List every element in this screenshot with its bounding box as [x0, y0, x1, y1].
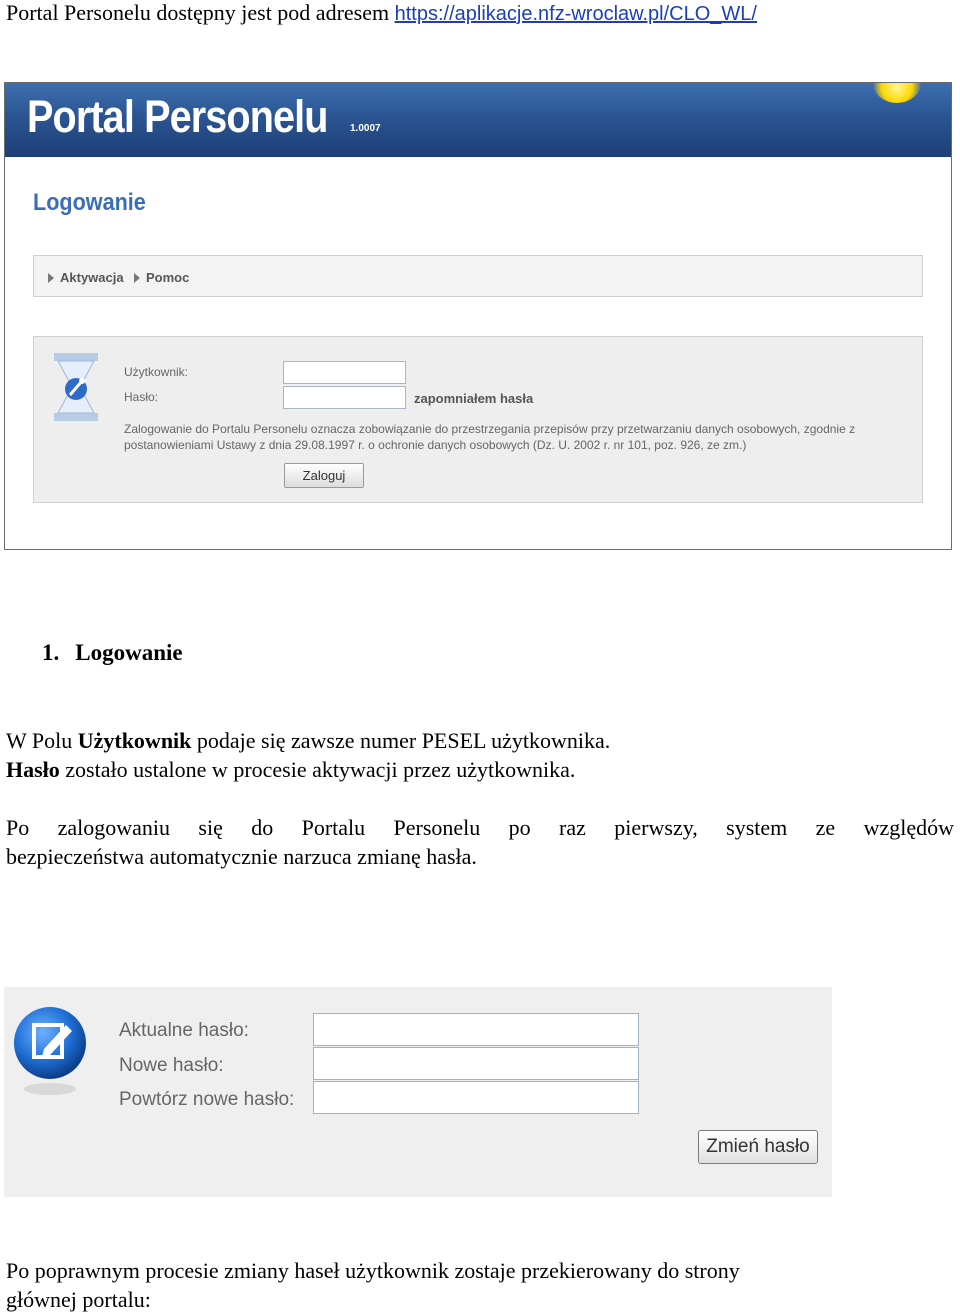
breadcrumb-label: Pomoc	[146, 270, 190, 285]
triangle-right-icon	[48, 273, 54, 283]
password-input[interactable]	[283, 386, 406, 409]
password-label: Hasło:	[124, 390, 159, 404]
portal-url-link[interactable]: https://aplikacje.nfz-wroclaw.pl/CLO_WL/	[394, 3, 757, 25]
change-password-button[interactable]: Zmień hasło	[698, 1130, 818, 1164]
text-span: podaje się zawsze numer PESEL użytkownika.	[191, 728, 611, 753]
login-heading: Logowanie	[33, 189, 146, 216]
intro-line	[6, 0, 757, 27]
new-password-label: Nowe hasło:	[119, 1055, 224, 1076]
login-button[interactable]: Zaloguj	[284, 463, 364, 488]
paragraph-password	[6, 755, 575, 784]
edit-document-icon	[10, 1003, 90, 1099]
current-password-input[interactable]	[313, 1013, 639, 1046]
legal-notice	[124, 421, 864, 453]
bold-term: Hasło	[6, 757, 60, 782]
paragraph-first-login-line1: Po zalogowaniu się do Portalu Personelu po raz pierwszy, system ze względów	[6, 815, 954, 840]
repeat-password-label: Powtórz nowe hasło:	[119, 1089, 295, 1110]
text-span: zostało ustalone w procesie aktywacji przez użytkownika.	[59, 757, 576, 782]
text-span: W Polu	[6, 728, 78, 753]
triangle-right-icon	[134, 273, 140, 283]
forgot-password-link[interactable]: zapomniałem hasła	[414, 391, 534, 406]
login-screenshot	[4, 82, 952, 550]
paragraph-redirect-line2: głównej portalu:	[6, 1287, 151, 1312]
breadcrumb	[33, 255, 923, 297]
hourglass-key-icon	[52, 351, 100, 423]
bold-term: Użytkownik	[77, 728, 192, 753]
user-label: Użytkownik:	[124, 365, 189, 379]
paragraph-redirect-line1: Po poprawnym procesie zmiany haseł użytkownik zostaje przekierowany do strony	[6, 1258, 740, 1283]
notice-line: postanowieniami Ustawy z dnia 29.08.1997 r. o ochronie danych osobowych (Dz. U. 2002 r. nr 101, poz. 926, ze zm.)	[124, 438, 747, 452]
breadcrumb-item-aktywacja[interactable]	[48, 270, 124, 285]
portal-title: Portal Personelu	[27, 91, 328, 142]
portal-version: 1.0007	[350, 123, 381, 134]
change-password-screenshot	[4, 987, 832, 1197]
repeat-password-input[interactable]	[313, 1081, 639, 1114]
paragraph-first-login-line2: bezpieczeństwa automatycznie narzuca zmianę hasła.	[6, 844, 477, 869]
user-input[interactable]	[283, 361, 406, 384]
new-password-input[interactable]	[313, 1047, 639, 1080]
breadcrumb-item-pomoc[interactable]	[134, 270, 189, 285]
section-number: 1.	[42, 640, 60, 665]
paragraph-user-field	[6, 726, 610, 755]
notice-line: Zalogowanie do Portalu Personelu oznacza zobowiązanie do przestrzegania przepisów przy przetwarzaniu danych osobowych, zgodnie z	[124, 422, 856, 436]
login-form	[33, 336, 923, 503]
breadcrumb-label: Aktywacja	[60, 270, 124, 285]
current-password-label: Aktualne hasło:	[119, 1020, 249, 1041]
sun-logo-icon	[873, 82, 921, 103]
intro-text: Portal Personelu dostępny jest pod adresem	[6, 0, 395, 25]
section-heading	[42, 640, 183, 666]
section-title: Logowanie	[75, 640, 183, 665]
portal-banner	[5, 83, 951, 157]
